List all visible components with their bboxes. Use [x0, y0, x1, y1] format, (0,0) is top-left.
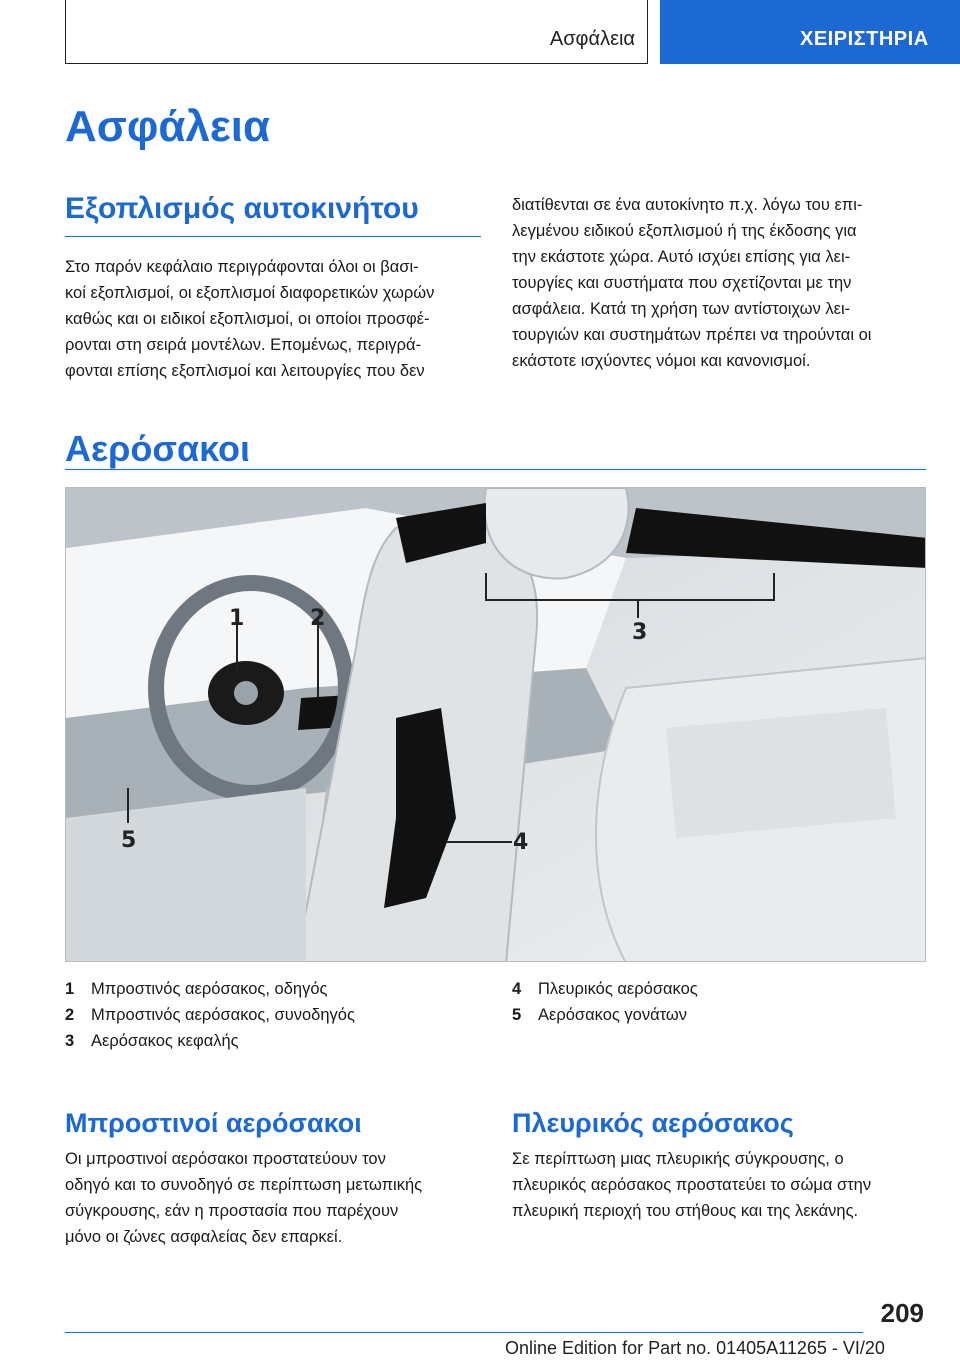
- callout-2: 2: [310, 606, 326, 631]
- list-item: 3 Αερόσακος κεφαλής: [65, 1032, 239, 1050]
- callout-5: 5: [121, 828, 137, 853]
- page-number: 209: [880, 1298, 924, 1328]
- car-interior-illustration: [66, 488, 926, 962]
- list-item: 1 Μπροστινός αερόσακος, οδηγός: [65, 980, 328, 998]
- list-item: 2 Μπροστινός αερόσακος, συνοδηγός: [65, 1006, 355, 1024]
- page-title: Ασφάλεια: [65, 102, 271, 151]
- footer-rule: [65, 1332, 863, 1333]
- side-airbag-heading: Πλευρικός αερόσακος: [512, 1108, 794, 1138]
- airbag-legend-left: [65, 976, 355, 1054]
- front-airbags-text: Οι μπροστινοί αερόσακοι προστατεύουν τον οδηγό και το συνοδηγό σε περίπτωση μετωπικής σύγκρουσης, εάν η προστασία που παρέχουν μόνο οι ζώνες ασφαλείας δεν επαρκεί.: [65, 1150, 423, 1246]
- front-airbags-heading: Μπροστινοί αερόσακοι: [65, 1108, 362, 1138]
- equipment-heading-rule: [65, 236, 481, 237]
- callout-3: 3: [632, 620, 648, 645]
- header-chapter-tab[interactable]: ΧΕΙΡΙΣΤΗΡΙΑ: [660, 0, 960, 64]
- equipment-heading: Εξοπλισμός αυτοκινήτου: [65, 192, 419, 225]
- side-airbag-text: Σε περίπτωση μιας πλευρικής σύγκρουσης, ο πλευρικός αερόσακος προστατεύει το σώμα στην πλευρική περιοχή του στήθους και της λεκάνης.: [512, 1150, 872, 1220]
- airbags-heading: Αερόσακοι: [65, 428, 250, 469]
- airbags-heading-rule: [65, 469, 926, 470]
- footer-edition: Online Edition for Part no. 01405A11265 - VI/20: [505, 1338, 885, 1358]
- equipment-text-col1: Στο παρόν κεφάλαιο περιγράφονται όλοι οι βασι- κοί εξοπλισμοί, οι εξοπλισμοί διαφορετικών χωρών καθώς και οι ειδικοί εξοπλισμοί, οι οποίοι προσφέ- ρονται στη σειρά μοντέλων. Επομένως, περιγρά- φονται επίσης εξοπλισμοί και λειτουργίες που δεν: [65, 258, 435, 380]
- airbag-locations-image: [65, 487, 926, 962]
- list-item: 4 Πλευρικός αερόσακος: [512, 980, 698, 998]
- equipment-text-col2: διατίθενται σε ένα αυτοκίνητο π.χ. λόγω του επι- λεγμένου ειδικού εξοπλισμού ή της έκδοσης για την εκάστοτε χώρα. Αυτό ισχύει επίσης για λει- τουργίες και συστήματα που σχετίζονται με την ασφάλεια. Κατά τη χρήση των αντίστοιχων λει- τουργιών και συστημάτων πρέπει να τηρούνται οι εκάστοτε ισχύοντες νόμοι και κανονισμοί.: [512, 196, 872, 370]
- callout-4: 4: [513, 830, 529, 855]
- header-section-title: Ασφάλεια: [549, 28, 635, 50]
- airbag-legend-right: [512, 976, 698, 1028]
- list-item: 5 Αερόσακος γονάτων: [512, 1006, 688, 1024]
- callout-1: 1: [229, 606, 245, 631]
- header-section-box: [65, 0, 648, 64]
